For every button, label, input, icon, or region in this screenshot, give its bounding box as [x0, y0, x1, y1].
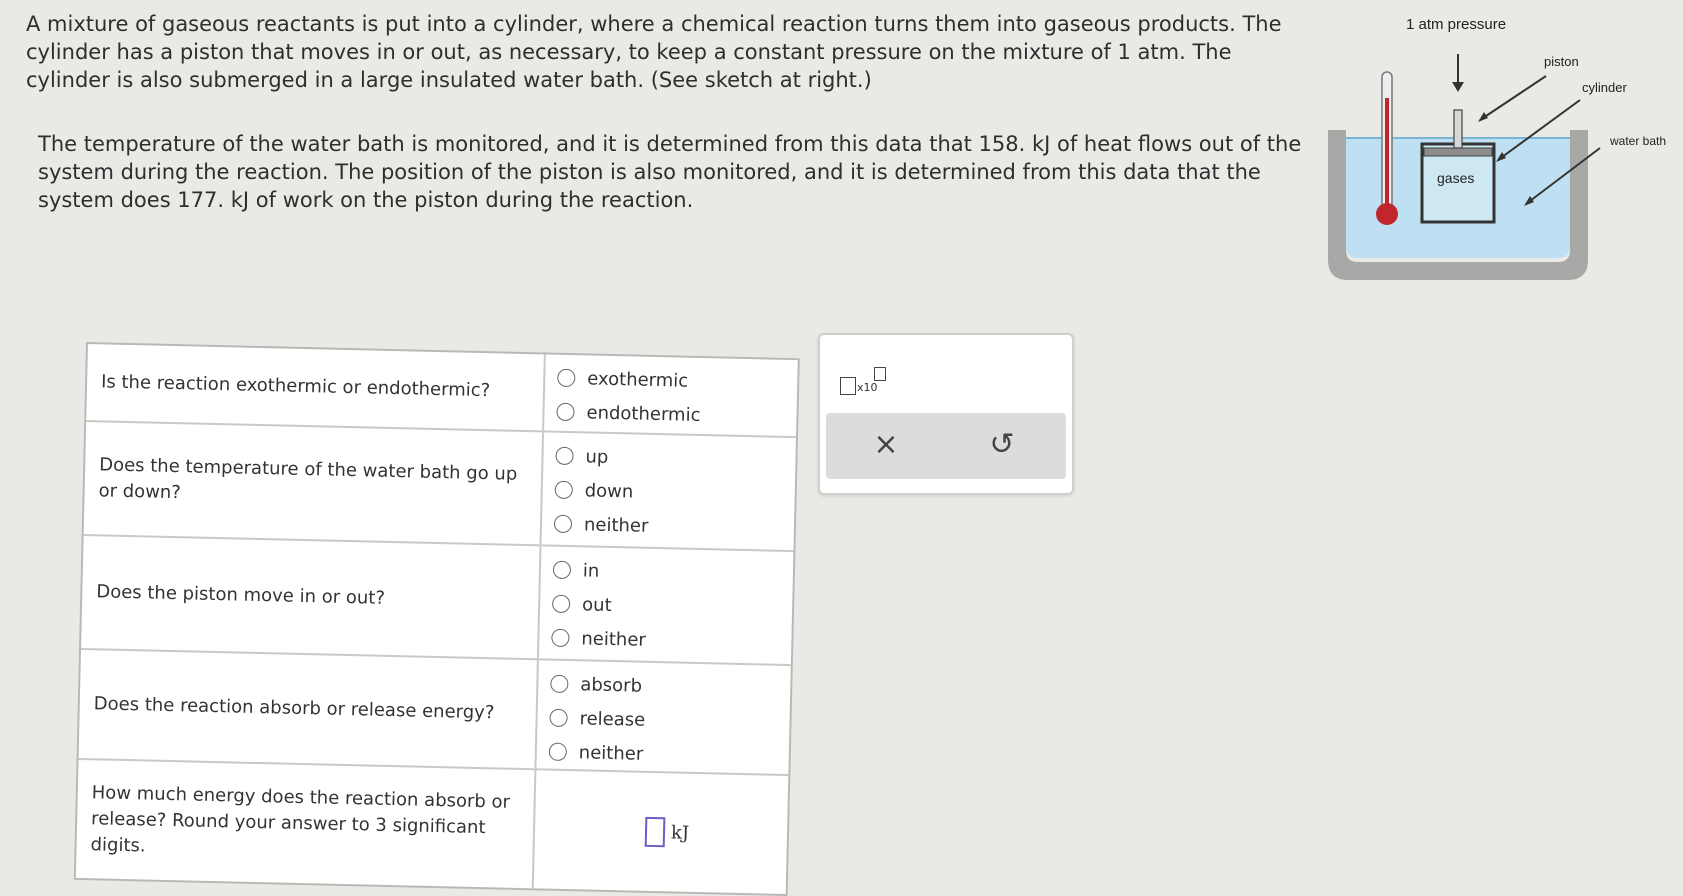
pressure-arrow-icon [1452, 82, 1464, 92]
piston-label: piston [1544, 54, 1579, 69]
water-bath-label: water bath [1610, 134, 1667, 148]
problem-paragraph-2 [38, 130, 1328, 214]
question-row [84, 420, 796, 550]
problem-line: cylinder is also submerged in a large insulated water bath. (See sketch at right.) [26, 68, 872, 92]
question-text: Does the temperature of the water bath go up or down? [84, 422, 544, 544]
energy-answer [546, 777, 788, 888]
cylinder-label: cylinder [1582, 80, 1627, 95]
answer-tools-panel [818, 333, 1074, 495]
clear-button[interactable]: × [873, 427, 899, 462]
option-label: neither [581, 627, 647, 651]
problem-line: cylinder has a piston that moves in or out, as necessary, to keep a constant pressure on the mixture of 1 atm. The [26, 40, 1232, 64]
mantissa-box-icon [840, 377, 856, 395]
radio-button[interactable] [555, 481, 573, 499]
answer-options [539, 546, 793, 664]
answer-options [544, 354, 798, 436]
radio-button[interactable] [557, 369, 575, 387]
answer-options [542, 432, 796, 550]
radio-button[interactable] [549, 709, 567, 727]
option-label: out [581, 593, 612, 616]
scientific-notation-button[interactable] [840, 367, 900, 401]
energy-input[interactable] [645, 817, 666, 847]
radio-option-endothermic[interactable] [556, 395, 797, 434]
thermometer-mercury [1385, 98, 1389, 210]
option-label: neither [583, 513, 649, 537]
option-label: absorb [580, 673, 643, 697]
question-row [76, 758, 789, 894]
unit-label: kJ [670, 821, 690, 844]
radio-option-neither[interactable] [548, 735, 789, 774]
problem-line: A mixture of gaseous reactants is put into a cylinder, where a chemical reaction turns them into gaseous products. The [26, 12, 1282, 36]
question-row [79, 648, 791, 774]
radio-button[interactable] [553, 561, 571, 579]
question-text: Does the reaction absorb or release energy? [79, 650, 539, 768]
question-row [81, 534, 793, 664]
option-label: exothermic [587, 367, 689, 392]
pressure-label: 1 atm pressure [1406, 16, 1507, 33]
option-label: release [579, 707, 646, 731]
exponent-box-icon [874, 367, 886, 381]
radio-option-in[interactable] [553, 553, 794, 592]
radio-option-release[interactable] [549, 701, 790, 740]
radio-option-neither[interactable] [551, 621, 792, 660]
answer-options [536, 660, 790, 774]
answer-cell [534, 770, 789, 894]
option-label: endothermic [586, 401, 701, 426]
gases-label: gases [1437, 170, 1475, 186]
radio-button[interactable] [551, 629, 569, 647]
radio-option-exothermic[interactable] [557, 361, 798, 400]
thermometer-bulb [1376, 203, 1398, 225]
piston-arrow-icon [1478, 112, 1488, 122]
radio-option-down[interactable] [554, 473, 795, 512]
question-text: Does the piston move in or out? [81, 536, 541, 658]
radio-button[interactable] [554, 515, 572, 533]
radio-option-absorb[interactable] [550, 667, 791, 706]
option-label: in [582, 559, 600, 582]
x10-label: x10 [857, 381, 878, 394]
radio-button[interactable] [552, 595, 570, 613]
question-text: Is the reaction exothermic or endothermic? [86, 344, 546, 430]
option-label: neither [578, 741, 644, 765]
option-label: up [585, 445, 609, 468]
undo-button[interactable]: ↺ [989, 427, 1015, 462]
problem-line: system does 177. kJ of work on the piston during the reaction. [38, 188, 694, 212]
question-table [74, 342, 800, 896]
apparatus-sketch [1318, 10, 1680, 290]
option-label: down [584, 479, 634, 502]
piston-head [1424, 148, 1492, 156]
radio-button[interactable] [550, 675, 568, 693]
problem-line: system during the reaction. The position of the piston is also monitored, and it is determined from this data that the [38, 160, 1261, 184]
tool-action-bar [826, 413, 1066, 479]
question-row [86, 344, 798, 436]
question-text: How much energy does the reaction absorb or release? Round your answer to 3 significant digits. [76, 760, 537, 888]
problem-paragraph-1 [26, 10, 1316, 94]
piston-rod [1454, 110, 1462, 148]
radio-button[interactable] [555, 447, 573, 465]
radio-button[interactable] [556, 403, 574, 421]
radio-option-up[interactable] [555, 439, 796, 478]
apparatus-diagram [1318, 10, 1680, 290]
radio-option-neither[interactable] [554, 507, 795, 546]
problem-line: The temperature of the water bath is monitored, and it is determined from this data that 158. kJ of heat flows out of the [38, 132, 1302, 156]
radio-option-out[interactable] [552, 587, 793, 626]
radio-button[interactable] [549, 743, 567, 761]
